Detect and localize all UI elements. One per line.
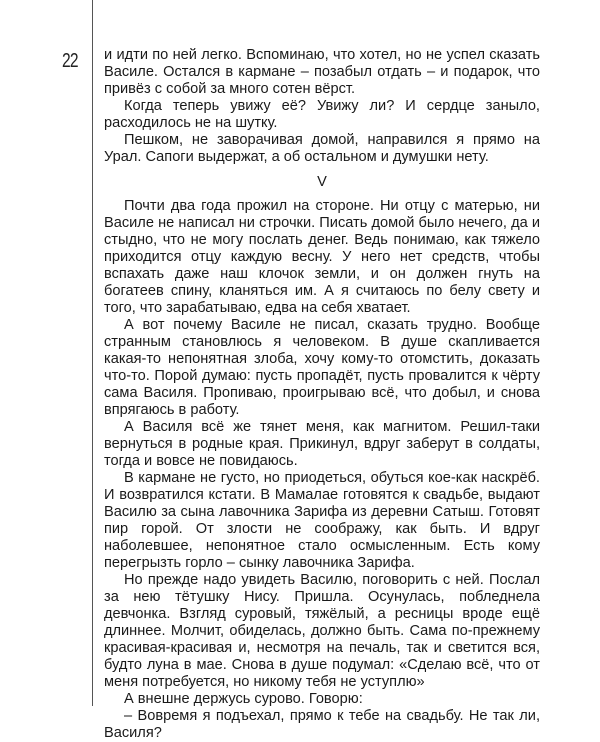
- margin-rule: [92, 0, 93, 706]
- paragraph: и идти по ней легко. Вспоминаю, что хотел, но не успел сказать Василе. Остался в кармане – позабыл отдать – и подарок, что привёз с собой за много сотен вёрст.: [104, 47, 540, 97]
- paragraph: А вот почему Василе не писал, сказать трудно. Вообще странным становлюсь я человеком. В душе скапливается какая-то непонятная злоба, хочу кому-то отомстить, доказать что-то. Порой думаю: пусть пропадёт, пусть провалится к чёрту сама Василя. Пропиваю, проигрываю всё, что добыл, и снова впрягаюсь в работу.: [104, 317, 540, 418]
- page-number: 22: [62, 50, 78, 72]
- paragraph: Пешком, не заворачивая домой, направился я прямо на Урал. Сапоги выдержат, а об остальном и думушки нету.: [104, 132, 540, 165]
- paragraph: Почти два года прожил на стороне. Ни отцу с матерью, ни Василе не написал ни строчки. Писать домой было нечего, да и стыдно, что не могу послать денег. Ведь понимаю, как тяжело приходится отцу каждую весну. У него нет средств, чтобы вспахать даже наш клочок земли, и он должен гнуть на богатеев спину, кланяться им. А я считаюсь по белу свету и того, что зарабатываю, едва на себя хватает.: [104, 198, 540, 316]
- paragraph: А Василя всё же тянет меня, как магнитом. Решил-таки вернуться в родные края. Прикинул, вдруг заберут в солдаты, тогда и вовсе не повидаюсь.: [104, 419, 540, 469]
- paragraph: Но прежде надо увидеть Василю, поговорить с ней. Послал за нею тётушку Нису. Пришла. Осунулась, побледнела девчонка. Взгляд суровый, тяжёлый, а ресницы вроде ещё длиннее. Молчит, обиделась, должно быть. Сама по-прежнему красивая-красивая и, несмотря на печаль, так и светится вся, будто луна в мае. Снова в душе подумал: «Сделаю всё, что от меня потребуется, но никому тебя не уступлю»: [104, 572, 540, 690]
- paragraph: Когда теперь увижу её? Увижу ли? И сердце заныло, расходилось не на шутку.: [104, 98, 540, 131]
- paragraph: В кармане не густо, но приодеться, обуться кое-как наскрёб. И возвратился кстати. В Мамалае готовятся к свадьбе, выдают Василю за сына лавочника Зарифа из деревни Сатыш. Готовят пир горой. От злости не соображу, как быть. И вдруг наболевшее, непонятное стало осмысленным. Есть кому перегрызть горло – сынку лавочника Зарифа.: [104, 470, 540, 571]
- chapter-heading: V: [317, 174, 327, 190]
- paragraph: – Вовремя я подъехал, прямо к тебе на свадьбу. Не так ли, Василя?: [104, 708, 540, 741]
- paragraph: А внешне держусь сурово. Говорю:: [124, 691, 363, 707]
- body-text: [104, 47, 540, 742]
